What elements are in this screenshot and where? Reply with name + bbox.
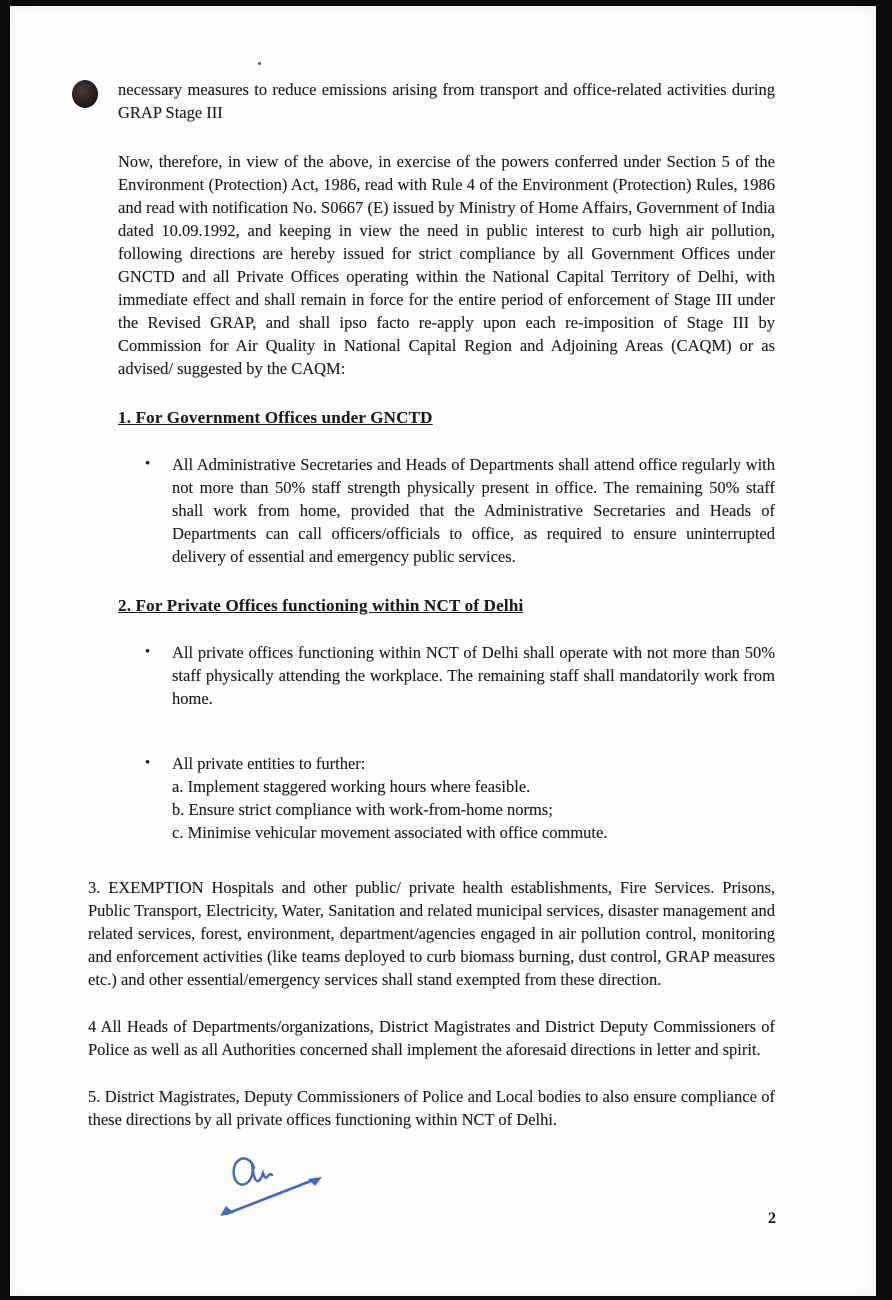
intro-block xyxy=(88,78,775,844)
bullet-dot-icon: • xyxy=(145,755,151,771)
list-item xyxy=(118,453,775,568)
document-page xyxy=(10,6,876,1296)
bullet-text: All Administrative Secretaries and Heads of Departments shall attend office regularly with not more than 50% staff strength physically present in office. The remaining 50% staff shall work from home, provided that the Administrative Secretaries and Heads of Departments can call officers/officials to office, as required to ensure uninterrupted delivery of essential and emergency public services. xyxy=(172,455,775,566)
paragraph-compliance: 5. District Magistrates, Deputy Commissioners of Police and Local bodies to also ensure compliance of these directions by all private offices functioning within NCT of Delhi. xyxy=(88,1087,775,1129)
list-item xyxy=(118,641,775,710)
signature-scribble xyxy=(210,1152,340,1224)
paragraph-preamble: Now, therefore, in view of the above, in exercise of the powers conferred under Section 5 of the Environment (Protection) Act, 1986, read with Rule 4 of the Environment (Protection) Rules, 1986 and read with notification No. S0667 (E) issued by Ministry of Home Affairs, Government of India dated 10.09.1992, and keeping in view the need in public interest to curb high air pollution, following directions are hereby issued for strict compliance by all Government Offices under GNCTD and all Private Offices operating within the National Capital Territory of Delhi, with immediate effect and shall remain in force for the entire period of enforcement of Stage III under the Revised GRAP, and shall ipso facto re-apply upon each re-imposition of Stage III by Commission for Air Quality in National Capital Region and Adjoining Areas (CAQM) or as advised/ suggested by the CAQM: xyxy=(118,152,775,378)
bullet-dot-icon: • xyxy=(145,644,151,660)
bullet-list-private xyxy=(118,641,775,844)
sub-item-c: c. Minimise vehicular movement associated with office commute. xyxy=(172,823,608,842)
section-heading-private-offices: 2. For Private Offices functioning within NCT of Delhi xyxy=(118,596,524,615)
scan-speck xyxy=(258,62,261,65)
page-number: 2 xyxy=(768,1210,776,1227)
closing-block xyxy=(88,876,775,1131)
list-item xyxy=(118,752,775,844)
bullet-list-government xyxy=(118,453,775,568)
document-content xyxy=(88,78,775,1155)
paragraph-continuation: necessary measures to reduce emissions arising from transport and office-related activities during GRAP Stage III xyxy=(118,80,775,122)
bullet-dot-icon: • xyxy=(145,456,151,472)
bullet-text: All private entities to further: xyxy=(172,754,366,773)
bullet-text: All private offices functioning within NCT of Delhi shall operate with not more than 50% staff physically attending the workplace. The remaining staff shall mandatorily work from home. xyxy=(172,643,775,708)
paragraph-exemption: 3. EXEMPTION Hospitals and other public/ private health establishments, Fire Services. Prisons, Public Transport, Electricity, Water, Sanitation and related municipal services, disaster management and related services, forest, environment, department/agencies engaged in air pollution control, monitoring and enforcement activities (like teams deployed to curb biomass burning, dust control, GRAP measures etc.) and other essential/emergency services shall stand exempted from these direction. xyxy=(88,878,775,989)
section-heading-government-offices: 1. For Government Offices under GNCTD xyxy=(118,408,433,427)
sub-item-b: b. Ensure strict compliance with work-from-home norms; xyxy=(172,800,553,819)
sub-item-a: a. Implement staggered working hours where feasible. xyxy=(172,777,531,796)
paragraph-implementation: 4 All Heads of Departments/organizations, District Magistrates and District Deputy Commissioners of Police as well as all Authorities concerned shall implement the aforesaid directions in letter and spirit. xyxy=(88,1017,775,1059)
